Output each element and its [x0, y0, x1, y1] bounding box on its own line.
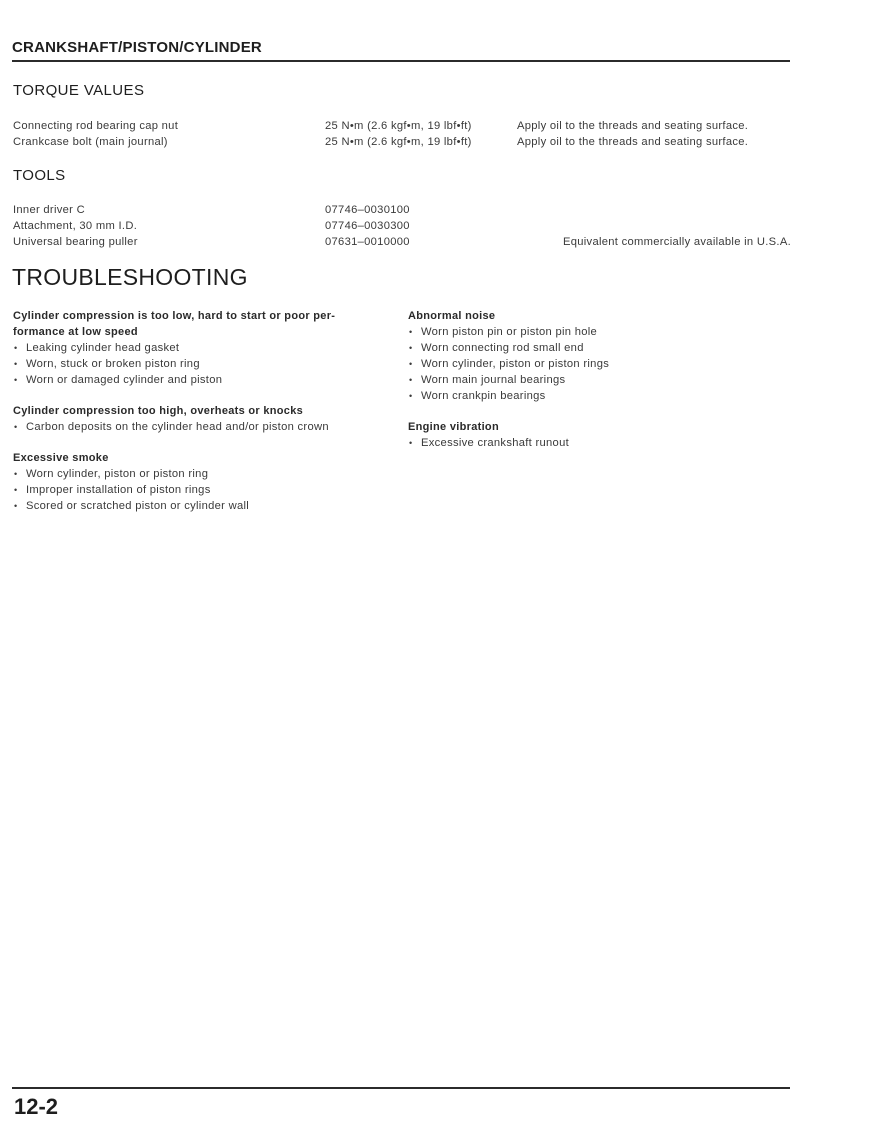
page-number: 12-2 — [14, 1094, 59, 1119]
cause-item: • Worn connecting rod small end — [408, 340, 788, 356]
tool-item: Attachment, 30 mm I.D. — [13, 220, 138, 232]
torque-note: Apply oil to the threads and seating surface. — [517, 120, 749, 132]
symptom-group — [408, 419, 788, 451]
page-header — [12, 38, 790, 58]
tool-number: 07746–0030100 — [325, 204, 410, 216]
cause-list — [408, 435, 788, 451]
torque-value: 25 N•m (2.6 kgf•m, 19 lbf•ft) — [325, 136, 472, 148]
cause-item: • Worn, stuck or broken piston ring — [13, 356, 393, 372]
torque-item: Crankcase bolt (main journal) — [13, 136, 168, 148]
torque-values-heading: TORQUE VALUES — [13, 82, 145, 99]
tool-number: 07746–0030300 — [325, 220, 410, 232]
symptom-title — [13, 308, 393, 340]
symptom-title: Engine vibration — [408, 421, 499, 433]
torque-item: Connecting rod bearing cap nut — [13, 120, 179, 132]
symptom-title: Abnormal noise — [408, 310, 496, 322]
cause-item: • Carbon deposits on the cylinder head and/or piston crown — [13, 419, 393, 435]
symptom-group — [13, 308, 393, 388]
cause-item: • Worn piston pin or piston pin hole — [408, 324, 788, 340]
header-rule — [12, 60, 790, 62]
symptom-group — [13, 403, 393, 435]
troubleshooting-heading: TROUBLESHOOTING — [12, 264, 248, 290]
cause-list — [13, 340, 393, 388]
torque-note: Apply oil to the threads and seating surface. — [517, 136, 749, 148]
tool-number: 07631–0010000 — [325, 236, 410, 248]
cause-item: • Worn crankpin bearings — [408, 388, 788, 404]
cause-item: • Worn cylinder, piston or piston ring — [13, 466, 393, 482]
torque-row — [13, 118, 791, 134]
cause-item: • Worn or damaged cylinder and piston — [13, 372, 393, 388]
page-title: CRANKSHAFT/PISTON/CYLINDER — [12, 39, 262, 56]
cause-item: • Worn main journal bearings — [408, 372, 788, 388]
tool-row — [13, 202, 791, 218]
tool-note: Equivalent commercially available in U.S.A. — [562, 236, 791, 248]
tool-row — [13, 234, 791, 250]
troubleshooting-left-column — [13, 308, 393, 529]
cause-item: • Excessive crankshaft runout — [408, 435, 788, 451]
troubleshooting-right-column — [408, 308, 788, 466]
tool-item: Inner driver C — [13, 204, 85, 216]
torque-row — [13, 134, 791, 150]
tools-heading: TOOLS — [13, 167, 66, 184]
cause-list — [408, 324, 788, 404]
torque-value: 25 N•m (2.6 kgf•m, 19 lbf•ft) — [325, 120, 472, 132]
symptom-group — [408, 308, 788, 404]
cause-item: • Leaking cylinder head gasket — [13, 340, 393, 356]
symptom-title-line: Cylinder compression is too low, hard to start or poor per- — [13, 310, 336, 322]
cause-item: • Worn cylinder, piston or piston rings — [408, 356, 788, 372]
tool-row — [13, 218, 791, 234]
symptom-title: Excessive smoke — [13, 452, 109, 464]
footer-rule — [12, 1087, 790, 1089]
tool-item: Universal bearing puller — [13, 236, 138, 248]
symptom-title: Cylinder compression too high, overheats or knocks — [13, 405, 304, 417]
cause-list — [13, 466, 393, 514]
cause-item: • Scored or scratched piston or cylinder wall — [13, 498, 393, 514]
symptom-title-line: formance at low speed — [13, 326, 138, 338]
cause-list — [13, 419, 393, 435]
symptom-group — [13, 450, 393, 514]
cause-item: • Improper installation of piston rings — [13, 482, 393, 498]
